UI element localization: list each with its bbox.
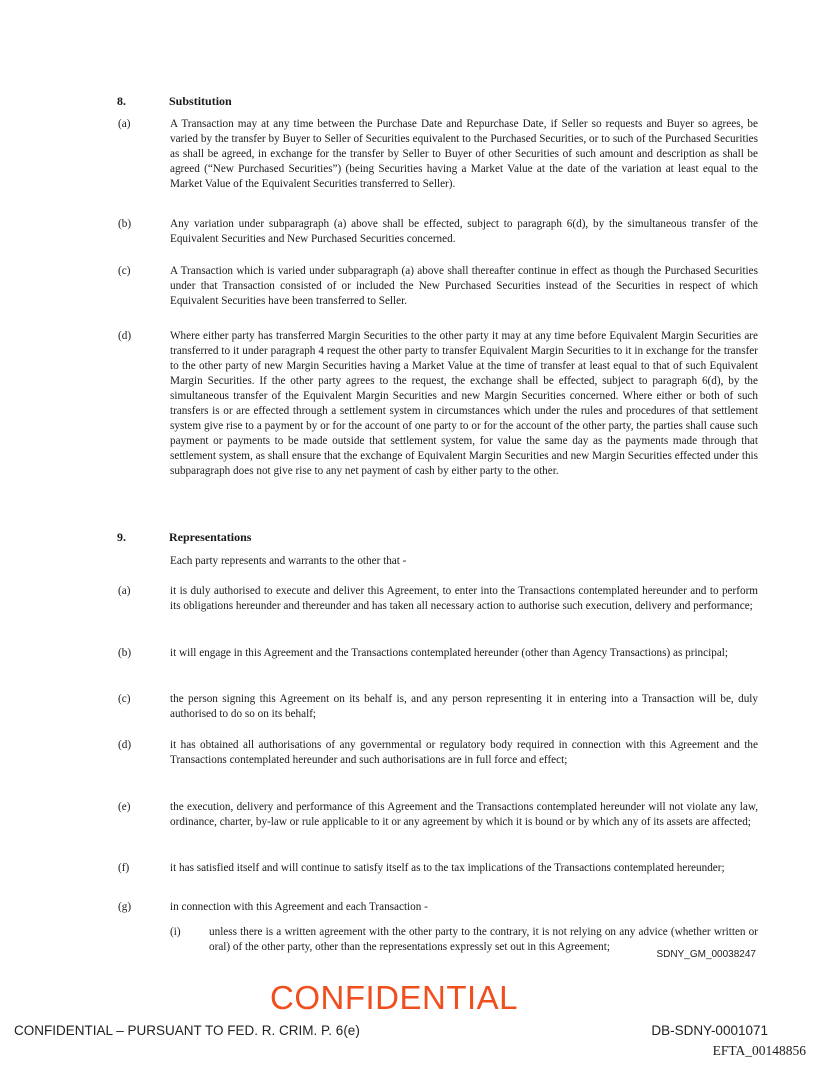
paragraph-text: it is duly authorised to execute and deliver this Agreement, to enter into the Transactions contemplated hereunder and to perform its obligations hereunder and thereunder and has taken all necessary action to authorise such execution, delivery and performance; <box>170 585 758 613</box>
paragraph-label: (g) <box>118 901 132 913</box>
paragraph-label: (b) <box>118 218 132 230</box>
bates-reference: SDNY_GM_00038247 <box>656 949 756 960</box>
section-number: 9. <box>117 530 126 544</box>
paragraph-text: Any variation under subparagraph (a) above shall be effected, subject to paragraph 6(d), by the simultaneous transfer of the Equivalent Securities and New Purchased Securities concerned. <box>170 218 758 246</box>
paragraph-label: (e) <box>118 801 131 813</box>
paragraph-label: (a) <box>118 118 131 130</box>
subparagraph-text: unless there is a written agreement with the other party to the contrary, it is not relying on any advice (whether written or oral) of the other party, other than the representations expressly set out in this Agreement; <box>209 926 758 954</box>
paragraph-text: in connection with this Agreement and each Transaction - <box>170 901 428 913</box>
db-reference: DB-SDNY-0001071 <box>651 1023 768 1038</box>
paragraph-text: A Transaction which is varied under subparagraph (a) above shall thereafter continue in effect as though the Purchased Securities under that Transaction consisted of or included the New Purchased Securities instead of the Securities in respect of which Equivalent Securities have been transferred to Seller. <box>170 265 758 308</box>
paragraph-text: it has obtained all authorisations of any governmental or regulatory body required in connection with this Agreement and the Transactions contemplated hereunder and such authorisations are in full force and effect; <box>170 739 758 767</box>
section-9-intro: Each party represents and warrants to the other that - <box>170 555 407 567</box>
confidential-stamp: CONFIDENTIAL <box>270 979 519 1016</box>
paragraph-label: (f) <box>118 862 130 874</box>
paragraph-label: (c) <box>118 693 131 705</box>
efta-reference: EFTA_00148856 <box>712 1043 806 1058</box>
paragraph-label: (b) <box>118 647 132 659</box>
section-title: Representations <box>169 530 252 544</box>
paragraph-text: A Transaction may at any time between the Purchase Date and Repurchase Date, if Seller so requests and Buyer so agrees, be varied by the transfer by Buyer to Seller of Securities equivalent to the Purchased Securities, or to such of the Purchased Securities as shall be agreed, in exchange for the transfer by Seller to Buyer of other Securities of such amount and description as shall be agreed (“New Purchased Securities”) (being Securities having a Market Value at the date of the variation at least equal to the Market Value of the Equivalent Securities transferred to Seller). <box>170 118 758 191</box>
section-title: Substitution <box>169 94 232 108</box>
paragraph-text: it will engage in this Agreement and the Transactions contemplated hereunder (other than Agency Transactions) as principal; <box>170 647 728 659</box>
confidential-notice: CONFIDENTIAL – PURSUANT TO FED. R. CRIM. P. 6(e) <box>14 1023 360 1038</box>
paragraph-label: (d) <box>118 739 132 751</box>
section-number: 8. <box>117 94 126 108</box>
paragraph-label: (d) <box>118 330 132 342</box>
paragraph-label: (c) <box>118 265 131 277</box>
paragraph-text: it has satisfied itself and will continue to satisfy itself as to the tax implications of the Transactions contemplated hereunder; <box>170 862 725 874</box>
paragraph-text: Where either party has transferred Margin Securities to the other party it may at any time before Equivalent Margin Securities are transferred to it under paragraph 4 request the other party to transfer Equivalent Margin Securities to it in exchange for the transfer to the other party of new Margin Securities having a Market Value at the time of transfer at least equal to that of such Equivalent Margin Securities. If the other party agrees to the request, the exchange shall be effected, subject to paragraph 6(d), by the simultaneous transfer of the Equivalent Margin Securities and new Margin Securities concerned. Where either or both of such transfers is or are effected through a settlement system in circumstances which under the rules and procedures of that settlement system give rise to a payment by or for the account of one party to or for the account of the other party, the parties shall cause such payment or payments to be made outside that settlement system, for value the same day as the payments made through that settlement system, as shall ensure that the exchange of Equivalent Margin Securities and new Margin Securities effected under this subparagraph does not give rise to any net payment of cash by either party to the other. <box>170 330 758 478</box>
paragraph-text: the person signing this Agreement on its behalf is, and any person representing it in entering into a Transaction will be, duly authorised to do so on its behalf; <box>170 693 758 721</box>
paragraph-text: the execution, delivery and performance of this Agreement and the Transactions contemplated hereunder will not violate any law, ordinance, charter, by-law or rule applicable to it or any agreement by which it is bound or by which any of its assets are affected; <box>170 801 758 829</box>
subparagraph-label: (i) <box>170 926 181 938</box>
paragraph-label: (a) <box>118 585 131 597</box>
